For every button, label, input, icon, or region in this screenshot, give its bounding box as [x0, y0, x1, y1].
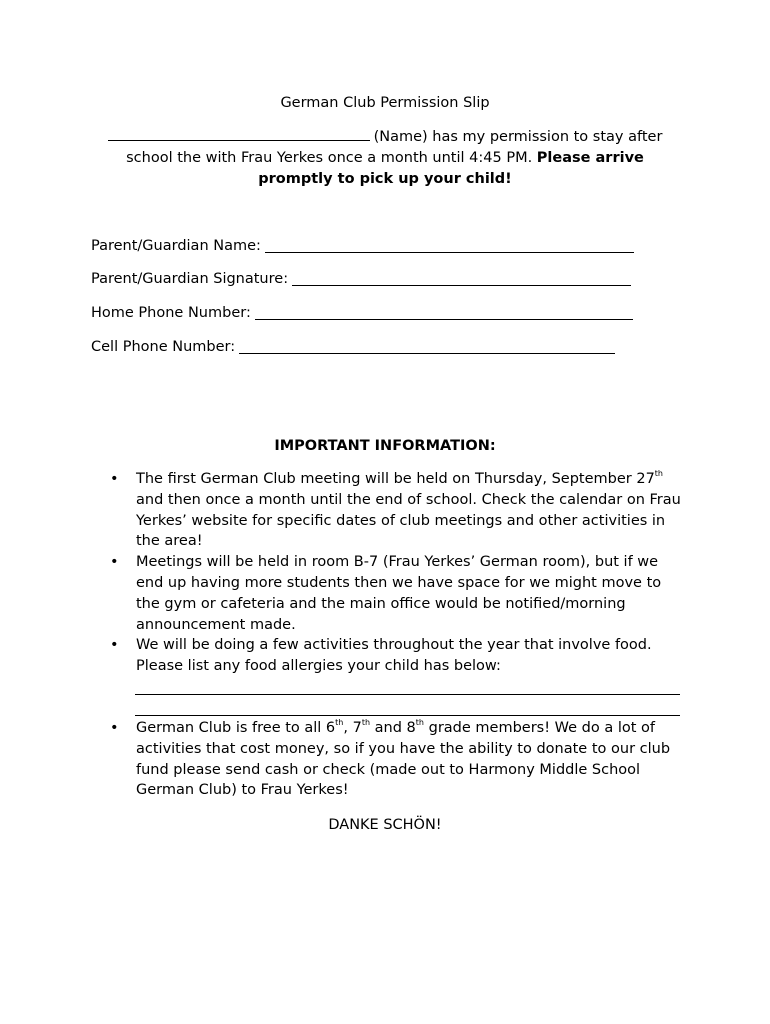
intro-text: (Name) has my permission to stay after school the with Frau Yerkes once a month until 4:45 PM. — [126, 129, 663, 166]
important-list-continued — [110, 718, 685, 801]
list-item — [110, 635, 685, 677]
cell-phone-label: Cell Phone Number: — [91, 339, 236, 355]
home-phone-blank[interactable] — [255, 304, 633, 320]
bullet4-text-b: , 7 — [343, 720, 362, 736]
cell-phone-field — [91, 337, 615, 357]
list-item — [110, 552, 685, 635]
bullet4-text-c: and 8 — [370, 720, 416, 736]
parent-signature-field — [91, 269, 631, 289]
bullet4-text-a: German Club is free to all 6 — [136, 720, 336, 736]
parent-name-field — [91, 236, 634, 256]
cell-phone-blank[interactable] — [239, 338, 615, 354]
bullet4-sup-b: th — [361, 718, 371, 727]
important-list — [110, 469, 685, 677]
parent-signature-label: Parent/Guardian Signature: — [91, 271, 289, 287]
parent-name-label: Parent/Guardian Name: — [91, 238, 261, 254]
bullet3-text: We will be doing a few activities throughout the year that involve food. Please list any food allergies your child has below: — [136, 637, 652, 675]
allergy-blank-1[interactable] — [135, 694, 680, 695]
important-heading: IMPORTANT INFORMATION: — [274, 438, 496, 454]
bullet4-text-d: grade members! We do a lot of activities that cost money, so if you have the ability to donate to our club fund please send cash or check (made out to Harmony Middle School German Club) to Frau Yerkes! — [136, 720, 671, 799]
home-phone-field — [91, 303, 633, 323]
intro-bold-text: Please arrive promptly to pick up your child! — [258, 150, 644, 187]
bullet1-text-b: and then once a month until the end of school. Check the calendar on Frau Yerkes’ website for specific dates of club meetings and other activities in the area! — [136, 491, 681, 550]
closing-text: DANKE SCHÖN! — [328, 817, 442, 833]
parent-signature-blank[interactable] — [292, 270, 631, 286]
home-phone-label: Home Phone Number: — [91, 305, 251, 321]
list-item — [110, 469, 685, 552]
bullet1-sup: th — [654, 469, 664, 478]
bullet2-text: Meetings will be held in room B-7 (Frau Yerkes’ German room), but if we end up having more students then we have space for we might move to the gym or cafeteria and the main office would be notified/morning announcement made. — [136, 554, 662, 633]
intro-paragraph — [95, 126, 675, 190]
student-name-blank[interactable] — [108, 126, 370, 141]
allergy-blank-2[interactable] — [135, 715, 680, 716]
list-item — [110, 718, 685, 801]
bullet1-text-a: The first German Club meeting will be held on Thursday, September 27 — [136, 471, 655, 487]
parent-name-blank[interactable] — [265, 237, 634, 253]
document-title: German Club Permission Slip — [280, 95, 490, 111]
bullet4-sup-a: th — [335, 718, 344, 727]
bullet4-sup-c: th — [415, 718, 425, 727]
